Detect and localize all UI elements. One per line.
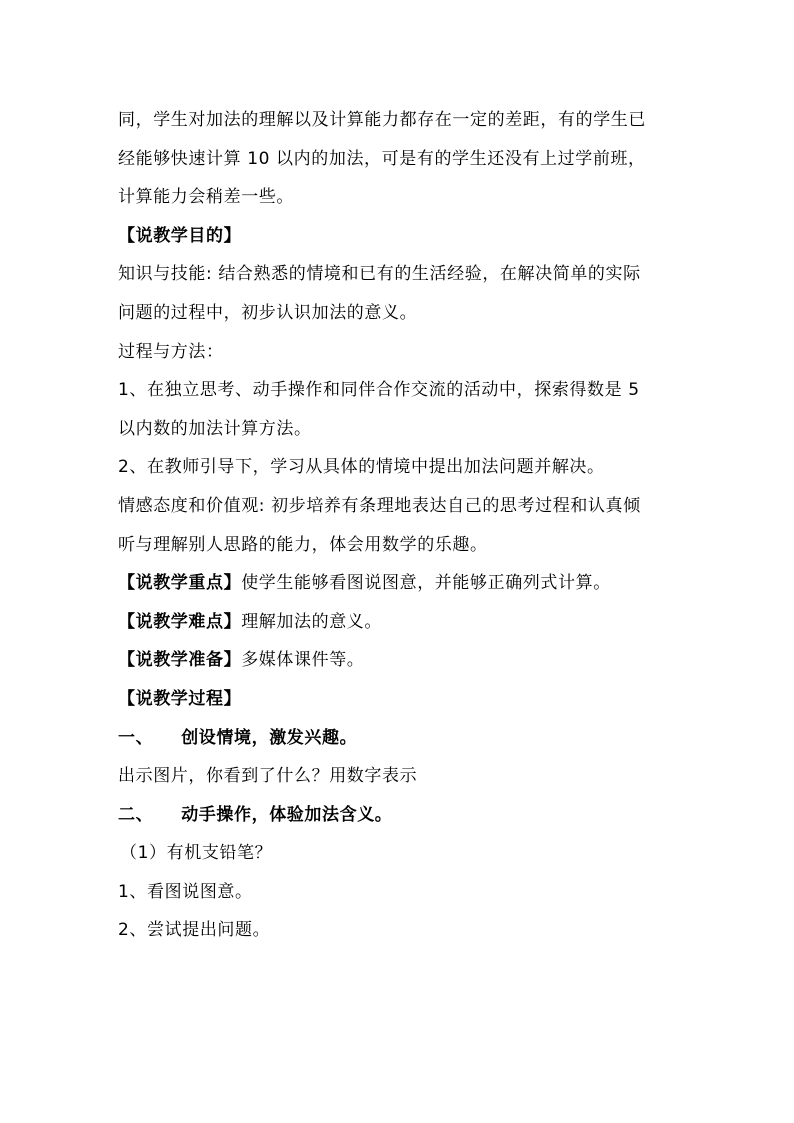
- paragraph-line: 计算能力会稍差一些。: [118, 187, 294, 208]
- paragraph-line: 情感态度和价值观: 初步培养有条理地表达自己的思考过程和认真倾: [118, 495, 641, 516]
- step-title: 创设情境，激发兴趣。: [181, 727, 358, 748]
- difficulty-text: 理解加法的意义。: [241, 611, 383, 632]
- key-point-text: 使学生能够看图说图意，并能够正确列式计算。: [241, 573, 611, 594]
- section-heading-difficulty: 【说教学难点】: [118, 611, 242, 632]
- paragraph-line: 以内数的加法计算方法。: [118, 418, 312, 439]
- step-heading: [118, 796, 688, 835]
- paragraph-line: 经能够快速计算 10 以内的加法，可是有的学生还没有上过学前班，: [118, 148, 646, 169]
- paragraph-line: 出示图片，你看到了什么？用数字表示: [118, 766, 418, 787]
- difficulty-paragraph: [118, 603, 688, 642]
- step-number: 一、: [118, 727, 154, 748]
- step-heading: [118, 719, 688, 758]
- step-number: 二、: [118, 804, 154, 825]
- preparation-text: 多媒体课件等。: [241, 650, 365, 671]
- section-heading-process: 【说教学过程】: [118, 688, 242, 709]
- section-heading-preparation: 【说教学准备】: [118, 650, 242, 671]
- paragraph-line: 1、在独立思考、动手操作和同伴合作交流的活动中，探索得数是 5: [118, 380, 640, 401]
- paragraph-line: 知识与技能: 结合熟悉的情境和已有的生活经验，在解决简单的实际: [118, 264, 641, 285]
- key-point-paragraph: [118, 564, 688, 603]
- step-title: 动手操作，体验加法含义。: [181, 804, 393, 825]
- process-method-label: 过程与方法：: [118, 341, 224, 362]
- section-heading-goals: 【说教学目的】: [118, 225, 242, 246]
- paragraph-line: 2、在教师引导下，学习从具体的情境中提出加法问题并解决。: [118, 457, 605, 478]
- preparation-paragraph: [118, 641, 688, 680]
- document-body: [118, 101, 688, 950]
- list-item: 2、尝试提出问题。: [118, 920, 271, 941]
- list-item: 1、看图说图意。: [118, 881, 253, 902]
- section-heading-key-point: 【说教学重点】: [118, 573, 242, 594]
- sub-question: （1）有机支铅笔？: [120, 843, 273, 864]
- paragraph-line: 同，学生对加法的理解以及计算能力都存在一定的差距，有的学生已: [118, 110, 646, 130]
- paragraph-line: 问题的过程中，初步认识加法的意义。: [118, 302, 418, 323]
- paragraph-line: 听与理解别人思路的能力，体会用数学的乐趣。: [118, 534, 488, 555]
